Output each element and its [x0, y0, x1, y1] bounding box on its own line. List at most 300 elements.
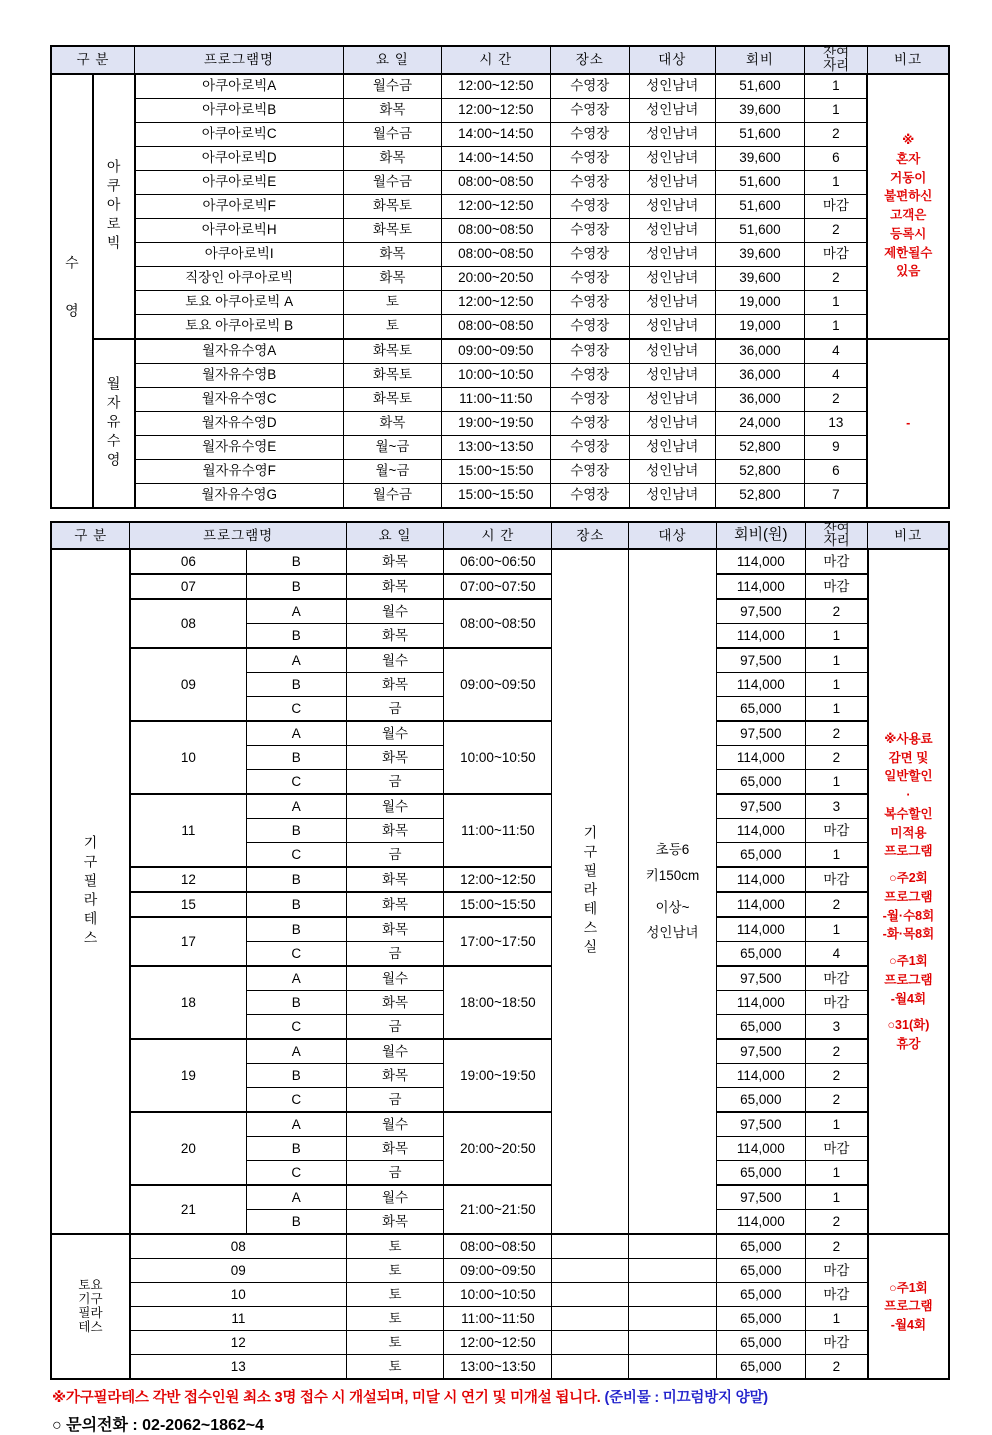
table-row — [51, 387, 949, 411]
cell-seats: 1 — [805, 314, 868, 339]
cell-time: 20:00~20:50 — [442, 266, 551, 290]
footer-line-1 — [52, 1386, 950, 1407]
cell-time: 09:00~09:50 — [444, 1259, 552, 1283]
cell-day: 월수 — [346, 721, 444, 746]
cell-target: 성인남녀 — [629, 483, 715, 508]
cell-fee: 24,000 — [715, 411, 805, 435]
cell-fee: 65,000 — [716, 1355, 805, 1380]
cell-program: 토요 아쿠아로빅 B — [135, 314, 344, 339]
cell-target — [629, 1234, 716, 1259]
cell-fee: 19,000 — [715, 290, 805, 314]
cell-seats: 1 — [806, 1161, 868, 1186]
cell-target: 성인남녀 — [629, 435, 715, 459]
cell-fee: 36,000 — [715, 339, 805, 364]
table-row — [51, 574, 949, 599]
cell-place: 수영장 — [550, 122, 629, 146]
cell-seats: 마감 — [806, 966, 868, 991]
cell-day: 금 — [346, 942, 444, 967]
cell-day: 토 — [346, 1355, 444, 1380]
cell-class: A — [246, 794, 346, 819]
cell-fee: 52,800 — [715, 435, 805, 459]
table1-body — [51, 74, 949, 508]
cell-class: B — [246, 892, 346, 917]
cell-seats: 1 — [805, 98, 868, 122]
cell-day: 화목 — [343, 266, 441, 290]
cell-hour: 20 — [130, 1112, 246, 1185]
th-remarks: 비고 — [867, 46, 949, 74]
cell-time: 15:00~15:50 — [442, 483, 551, 508]
cell-seats: 1 — [806, 1112, 868, 1137]
cell-time: 08:00~08:50 — [442, 314, 551, 339]
cell-day: 화목 — [343, 98, 441, 122]
cell-seats: 1 — [806, 648, 868, 673]
cell-seats: 1 — [806, 1307, 868, 1331]
cell-seats: 2 — [806, 1064, 868, 1088]
cell-hour: 11 — [130, 794, 246, 867]
cell-program: 아쿠아로빅B — [135, 98, 344, 122]
cell-class: C — [246, 770, 346, 795]
cell-day: 화목토 — [343, 363, 441, 387]
cell-fee: 65,000 — [716, 843, 805, 868]
cell-fee: 51,600 — [715, 170, 805, 194]
cell-target — [629, 1331, 716, 1355]
cell-fee: 39,600 — [715, 146, 805, 170]
cell-class: B — [246, 574, 346, 599]
cell-fee: 65,000 — [716, 697, 805, 722]
cell-fee: 65,000 — [716, 1259, 805, 1283]
th-category: 구 분 — [51, 46, 135, 74]
cell-target: 성인남녀 — [629, 314, 715, 339]
saturday-label: 토요 기구 필라 테스 — [78, 1278, 103, 1334]
cell-hour: 09 — [130, 648, 246, 721]
cell-place: 수영장 — [550, 290, 629, 314]
category-group-swimming — [51, 74, 93, 508]
cell-fee: 114,000 — [716, 673, 805, 697]
cell-place: 수영장 — [550, 266, 629, 290]
table-row — [51, 1259, 949, 1283]
cell-seats: 마감 — [806, 549, 868, 574]
cell-time: 13:00~13:50 — [442, 435, 551, 459]
cell-class: B — [246, 746, 346, 770]
cell-place: 수영장 — [550, 74, 629, 99]
cell-target: 성인남녀 — [629, 387, 715, 411]
footer-line1-red: ※가구필라테스 각반 접수인원 최소 3명 접수 시 개설되며, 미달 시 연기 및 미개설 됩니다. — [52, 1390, 601, 1407]
cell-day: 월~금 — [343, 459, 441, 483]
cell-program: 월자유수영D — [135, 411, 344, 435]
cell-program: 월자유수영E — [135, 435, 344, 459]
cell-target — [629, 1283, 716, 1307]
cell-fee: 114,000 — [716, 574, 805, 599]
cell-seats: 마감 — [806, 867, 868, 892]
cell-class: B — [246, 917, 346, 942]
cell-fee: 114,000 — [716, 549, 805, 574]
cell-target: 성인남녀 — [629, 339, 715, 364]
cell-place — [552, 1307, 629, 1331]
cell-target: 성인남녀 — [629, 266, 715, 290]
cell-seats: 3 — [806, 794, 868, 819]
cell-fee: 65,000 — [716, 1331, 805, 1355]
cell-time: 12:00~12:50 — [442, 74, 551, 99]
cell-remarks — [868, 549, 949, 1234]
cell-day: 월~금 — [343, 435, 441, 459]
cell-day: 금 — [346, 1088, 444, 1113]
cell-day: 월수 — [346, 1039, 444, 1064]
th2-program: 프로그램명 — [130, 522, 346, 550]
cell-target: 성인남녀 — [629, 218, 715, 242]
cell-fee: 114,000 — [716, 1137, 805, 1161]
cell-seats: 1 — [806, 770, 868, 795]
cell-fee: 114,000 — [716, 867, 805, 892]
table-row — [51, 1331, 949, 1355]
cell-seats: 2 — [806, 1210, 868, 1235]
cell-day: 월수금 — [343, 74, 441, 99]
cell-time: 14:00~14:50 — [442, 122, 551, 146]
cell-day: 화목 — [346, 991, 444, 1015]
cell-class: B — [246, 624, 346, 649]
cell-fee: 51,600 — [715, 218, 805, 242]
cell-target: 성인남녀 — [629, 170, 715, 194]
cell-hour: 17 — [130, 917, 246, 966]
cell-seats: 2 — [806, 599, 868, 624]
cell-day: 화목토 — [343, 218, 441, 242]
cell-seats: 4 — [805, 363, 868, 387]
cell-time: 08:00~08:50 — [444, 599, 552, 648]
table-row — [51, 290, 949, 314]
cell-target — [629, 1307, 716, 1331]
cell-program: 월자유수영G — [135, 483, 344, 508]
cell-time: 09:00~09:50 — [442, 339, 551, 364]
cell-fee: 65,000 — [716, 1088, 805, 1113]
cell-day: 화목 — [343, 242, 441, 266]
cell-seats: 마감 — [806, 819, 868, 843]
remark-text: ※사용료 감면 및 일반할인 · 복수할인 미적용 프로그램 ○주2회 프로그램 -월·수8회 -화·목8회 ○주1회 프로그램 -월4회 ○31(화) 휴강 — [882, 731, 935, 1051]
th2-seats — [806, 522, 868, 550]
cell-time: 10:00~10:50 — [442, 363, 551, 387]
cell-seats: 2 — [806, 1355, 868, 1380]
table-row — [51, 1307, 949, 1331]
table-row — [51, 721, 949, 746]
table-row — [51, 1234, 949, 1259]
th-day: 요 일 — [343, 46, 441, 74]
table-row — [51, 98, 949, 122]
th-seats — [805, 46, 868, 74]
table-row — [51, 1283, 949, 1307]
th2-target: 대상 — [629, 522, 716, 550]
cell-target: 성인남녀 — [629, 74, 715, 99]
cell-day: 화목 — [346, 549, 444, 574]
th2-category: 구 분 — [51, 522, 130, 550]
cell-place: 수영장 — [550, 411, 629, 435]
table-row — [51, 339, 949, 364]
cell-day: 화목 — [346, 867, 444, 892]
th2-time: 시 간 — [444, 522, 552, 550]
cell-time: 11:00~11:50 — [444, 1307, 552, 1331]
table-row — [51, 1112, 949, 1137]
cell-hour: 08 — [130, 599, 246, 648]
cell-day: 토 — [343, 314, 441, 339]
cell-day: 화목 — [346, 1064, 444, 1088]
table-row — [51, 122, 949, 146]
cell-place: 수영장 — [550, 218, 629, 242]
cell-time: 17:00~17:50 — [444, 917, 552, 966]
cell-fee: 114,000 — [716, 624, 805, 649]
footer-notes — [50, 1386, 950, 1435]
cell-place: 수영장 — [550, 194, 629, 218]
cell-place: 수영장 — [550, 483, 629, 508]
table-row — [51, 266, 949, 290]
cell-seats: 4 — [806, 942, 868, 967]
cell-place — [552, 1331, 629, 1355]
cell-program: 아쿠아로빅I — [135, 242, 344, 266]
cell-program: 아쿠아로빅C — [135, 122, 344, 146]
table-row — [51, 146, 949, 170]
cell-place: 수영장 — [550, 339, 629, 364]
table-row — [51, 599, 949, 624]
cell-fee: 39,600 — [715, 242, 805, 266]
cell-program: 아쿠아로빅H — [135, 218, 344, 242]
cell-target — [629, 549, 716, 1234]
th-program: 프로그램명 — [135, 46, 344, 74]
cell-class: C — [246, 942, 346, 967]
cell-seats: 2 — [806, 1088, 868, 1113]
remark-text: ○주1회 프로그램 -월4회 — [884, 1280, 933, 1333]
cell-program: 토요 아쿠아로빅 A — [135, 290, 344, 314]
cell-class: B — [246, 673, 346, 697]
cell-target: 성인남녀 — [629, 98, 715, 122]
cell-class: C — [246, 1161, 346, 1186]
cell-seats: 7 — [805, 483, 868, 508]
cell-day: 화목 — [346, 1137, 444, 1161]
cell-time: 13:00~13:50 — [444, 1355, 552, 1380]
table-row — [51, 648, 949, 673]
cell-hour: 10 — [130, 721, 246, 794]
cell-seats: 마감 — [806, 1331, 868, 1355]
cell-day: 월수금 — [343, 483, 441, 508]
cell-class: A — [246, 1039, 346, 1064]
cell-day: 화목토 — [343, 194, 441, 218]
cell-target: 성인남녀 — [629, 290, 715, 314]
cell-target — [629, 1259, 716, 1283]
table-row — [51, 459, 949, 483]
cell-seats: 2 — [805, 218, 868, 242]
cell-class: B — [246, 819, 346, 843]
cell-day: 금 — [346, 770, 444, 795]
category-group-saturday-pilates — [51, 1234, 130, 1379]
th-seats-line1: 잔여 — [823, 45, 850, 60]
cell-day: 금 — [346, 1015, 444, 1040]
cell-fee: 65,000 — [716, 1234, 805, 1259]
cell-program: 아쿠아로빅F — [135, 194, 344, 218]
cell-seats: 1 — [806, 843, 868, 868]
th2-place: 장소 — [552, 522, 629, 550]
cell-class: C — [246, 843, 346, 868]
cell-day: 월수 — [346, 599, 444, 624]
category-group-pilates — [51, 549, 130, 1234]
cell-seats: 2 — [806, 1039, 868, 1064]
cell-class: C — [246, 1088, 346, 1113]
cell-fee: 97,500 — [716, 794, 805, 819]
cell-remarks — [868, 1234, 949, 1379]
cell-time: 08:00~08:50 — [444, 1234, 552, 1259]
cell-seats: 3 — [806, 1015, 868, 1040]
cell-seats: 2 — [806, 892, 868, 917]
cell-fee: 65,000 — [716, 1307, 805, 1331]
cell-class: C — [246, 697, 346, 722]
cell-place — [552, 1283, 629, 1307]
cell-place: 수영장 — [550, 435, 629, 459]
cell-fee: 97,500 — [716, 1112, 805, 1137]
cell-seats: 1 — [806, 1185, 868, 1210]
cell-time: 20:00~20:50 — [444, 1112, 552, 1185]
table-row — [51, 917, 949, 942]
cell-fee: 114,000 — [716, 917, 805, 942]
cell-seats: 1 — [805, 170, 868, 194]
cell-day: 화목토 — [343, 339, 441, 364]
pilates-schedule-table — [50, 521, 950, 1381]
cell-class: A — [246, 966, 346, 991]
cell-day: 토 — [346, 1331, 444, 1355]
th-target: 대상 — [629, 46, 715, 74]
cell-fee: 65,000 — [716, 1015, 805, 1040]
cell-program: 월자유수영F — [135, 459, 344, 483]
cell-day: 화목 — [346, 746, 444, 770]
cell-day: 토 — [346, 1234, 444, 1259]
cell-fee: 52,800 — [715, 483, 805, 508]
cell-fee: 97,500 — [716, 599, 805, 624]
cell-time: 10:00~10:50 — [444, 1283, 552, 1307]
cell-place: 수영장 — [550, 314, 629, 339]
footer-line1-blue: (준비물 : 미끄럼방지 양말) — [604, 1390, 768, 1407]
cell-fee: 51,600 — [715, 194, 805, 218]
cell-fee: 65,000 — [716, 1283, 805, 1307]
cell-day: 금 — [346, 843, 444, 868]
table-row — [51, 74, 949, 99]
cell-day: 화목 — [346, 624, 444, 649]
cell-target — [629, 1355, 716, 1380]
cell-place — [552, 1355, 629, 1380]
cell-time: 21:00~21:50 — [444, 1185, 552, 1234]
cell-fee: 65,000 — [716, 770, 805, 795]
cell-target: 성인남녀 — [629, 122, 715, 146]
cell-day: 화목 — [343, 411, 441, 435]
cell-seats: 마감 — [805, 242, 868, 266]
cell-fee: 97,500 — [716, 1185, 805, 1210]
th-fee: 회비 — [715, 46, 805, 74]
table-row — [51, 549, 949, 574]
table-row — [51, 892, 949, 917]
cell-day: 금 — [346, 1161, 444, 1186]
footer-contact-phone: ○ 문의전화 : 02-2062~1862~4 — [52, 1417, 265, 1435]
cell-day: 화목 — [346, 917, 444, 942]
cell-seats: 9 — [805, 435, 868, 459]
cell-seats: 2 — [805, 266, 868, 290]
cell-seats: 2 — [806, 746, 868, 770]
cell-fee: 39,600 — [715, 98, 805, 122]
cell-place: 수영장 — [550, 98, 629, 122]
cell-time: 12:00~12:50 — [442, 98, 551, 122]
cell-day: 화목 — [346, 819, 444, 843]
table-row — [51, 314, 949, 339]
cell-hour: 09 — [130, 1259, 346, 1283]
cell-day: 화목 — [343, 146, 441, 170]
cell-day: 월수금 — [343, 170, 441, 194]
table-row — [51, 242, 949, 266]
cell-fee: 114,000 — [716, 892, 805, 917]
cell-time: 12:00~12:50 — [444, 1331, 552, 1355]
cell-program: 월자유수영C — [135, 387, 344, 411]
cell-class: A — [246, 648, 346, 673]
cell-hour: 07 — [130, 574, 246, 599]
cell-day: 월수 — [346, 1112, 444, 1137]
vertical-label: 기구필라테스 — [82, 834, 99, 949]
table-row — [51, 1355, 949, 1380]
cell-seats: 2 — [805, 122, 868, 146]
vertical-label: 아쿠아로빅 — [105, 158, 122, 254]
cell-seats: 13 — [805, 411, 868, 435]
cell-class: B — [246, 1137, 346, 1161]
table-row — [51, 411, 949, 435]
cell-hour: 11 — [130, 1307, 346, 1331]
cell-fee: 65,000 — [716, 1161, 805, 1186]
cell-class: A — [246, 599, 346, 624]
cell-time: 11:00~11:50 — [444, 794, 552, 867]
table-row — [51, 363, 949, 387]
cell-seats: 마감 — [806, 1137, 868, 1161]
cell-time: 15:00~15:50 — [444, 892, 552, 917]
cell-time: 08:00~08:50 — [442, 170, 551, 194]
th-time: 시 간 — [442, 46, 551, 74]
cell-seats: 6 — [805, 146, 868, 170]
cell-seats: 마감 — [806, 1259, 868, 1283]
cell-hour: 12 — [130, 1331, 346, 1355]
cell-time: 15:00~15:50 — [442, 459, 551, 483]
cell-place — [552, 1234, 629, 1259]
cell-hour: 10 — [130, 1283, 346, 1307]
th2-seats-line2: 자리 — [823, 533, 850, 549]
cell-class: A — [246, 721, 346, 746]
target-text: 초등6 키150cm 이상~ 성인남녀 — [645, 842, 700, 941]
cell-place — [552, 1259, 629, 1283]
remark-text: - — [906, 415, 911, 430]
table-row — [51, 867, 949, 892]
cell-day: 월수금 — [343, 122, 441, 146]
cell-day: 월수 — [346, 966, 444, 991]
table-row — [51, 218, 949, 242]
cell-fee: 52,800 — [715, 459, 805, 483]
cell-day: 화목 — [346, 892, 444, 917]
cell-seats: 1 — [806, 917, 868, 942]
cell-seats: 1 — [805, 74, 868, 99]
cell-hour: 15 — [130, 892, 246, 917]
cell-day: 화목 — [346, 673, 444, 697]
cell-fee: 97,500 — [716, 648, 805, 673]
cell-fee: 97,500 — [716, 966, 805, 991]
cell-seats: 마감 — [805, 194, 868, 218]
table-row — [51, 794, 949, 819]
cell-day: 금 — [346, 697, 444, 722]
cell-seats: 1 — [805, 290, 868, 314]
cell-fee: 51,600 — [715, 74, 805, 99]
cell-seats: 2 — [805, 387, 868, 411]
cell-place: 수영장 — [550, 146, 629, 170]
cell-program: 직장인 아쿠아로빅 — [135, 266, 344, 290]
cell-remarks — [867, 339, 949, 508]
th-place: 장소 — [550, 46, 629, 74]
cell-time: 09:00~09:50 — [444, 648, 552, 721]
cell-time: 12:00~12:50 — [444, 867, 552, 892]
th2-seats-line1: 잔여 — [823, 520, 850, 536]
cell-day: 화목토 — [343, 387, 441, 411]
